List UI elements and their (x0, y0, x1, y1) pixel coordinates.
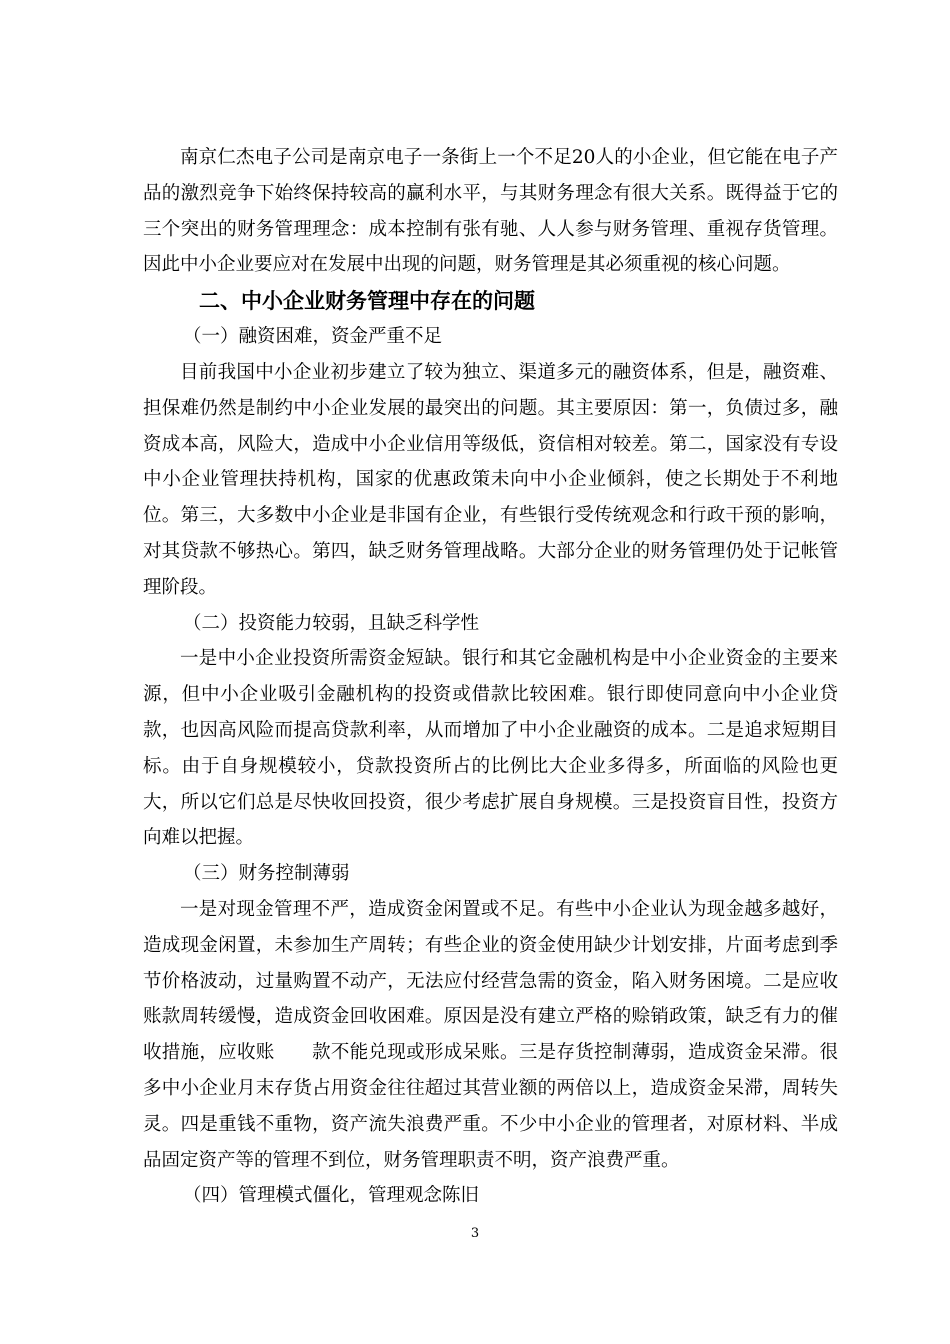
subsection-title-1: （一）融资困难，资金严重不足 (183, 326, 443, 348)
intro-paragraph: 南京仁杰电子公司是南京电子一条街上一个不足20人的小企业，但它能在电子产品的激烈竞争下始终保持较高的赢利水平，与其财务理念有很大关系。既得益于它的三个突出的财务管理理念：成本控制有张有驰、人人参与财务管理、重视存货管理。因此中小企业要应对在发展中出现的问题，财务管理是其必须重视的核心问题。 (143, 147, 838, 276)
subsection-title-3: （三）财务控制薄弱 (183, 863, 350, 885)
document-body (143, 140, 838, 1214)
page-number: 3 (470, 1226, 480, 1241)
subsection-title-2: （二）投资能力较弱，且缺乏科学性 (183, 612, 480, 634)
subsection-title-4: （四）管理模式僵化，管理观念陈旧 (183, 1185, 480, 1207)
subsection-paragraph-1: 目前我国中小企业初步建立了较为独立、渠道多元的融资体系，但是，融资难、担保难仍然是制约中小企业发展的最突出的问题。其主要原因：第一，负债过多，融资成本高，风险大，造成中小企业信用等级低，资信相对较差。第二，国家没有专设中小企业管理扶持机构，国家的优惠政策未向中小企业倾斜，使之长期处于不利地位。第三，大多数中小企业是非国有企业，有些银行受传统观念和行政干预的影响，对其贷款不够热心。第四，缺乏财务管理战略。大部分企业的财务管理仍处于记帐管理阶段。 (143, 361, 838, 598)
subsection-paragraph-3: 一是对现金管理不严，造成资金闲置或不足。有些中小企业认为现金越多越好，造成现金闲置，未参加生产周转；有些企业的资金使用缺少计划安排，片面考虑到季节价格波动，过量购置不动产，无法应付经营急需的资金，陷入财务困境。二是应收账款周转缓慢，造成资金回收困难。原因是没有建立严格的赊销政策，缺乏有力的催收措施，应收账 款不能兑现或形成呆账。三是存货控制薄弱，造成资金呆滞。很多中小企业月末存货占用资金往往超过其营业额的两倍以上，造成资金呆滞，周转失灵。四是重钱不重物，资产流失浪费严重。不少中小企业的管理者，对原材料、半成品固定资产等的管理不到位，财务管理职责不明，资产浪费严重。 (143, 898, 838, 1171)
subsection-paragraph-2: 一是中小企业投资所需资金短缺。银行和其它金融机构是中小企业资金的主要来源，但中小企业吸引金融机构的投资或借款比较困难。银行即使同意向中小企业贷款，也因高风险而提高贷款利率，从而增加了中小企业融资的成本。二是追求短期目标。由于自身规模较小，贷款投资所占的比例比大企业多得多，所面临的风险也更大，所以它们总是尽快收回投资，很少考虑扩展自身规模。三是投资盲目性，投资方向难以把握。 (143, 648, 838, 849)
section-heading: 二、中小企业财务管理中存在的问题 (199, 289, 535, 314)
